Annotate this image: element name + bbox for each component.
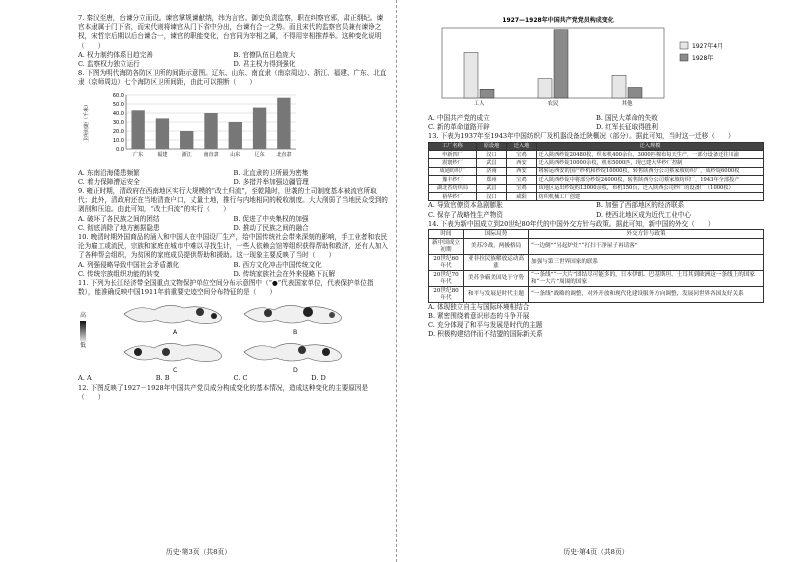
q13-table-row: [429, 184, 764, 192]
q13-table-body: [429, 151, 764, 201]
q13-table-cell: 咸阳: [507, 193, 537, 201]
question-10-options: [78, 261, 389, 279]
map-c-label: C: [173, 367, 178, 375]
q13-table-cell: 豫丰纱厂: [429, 176, 477, 184]
q14-table-cell: 和平与发展是时代主题: [464, 287, 529, 303]
question-10-stem: 10. 晚清时期外国商品的涌入和中国人在中国设厂生产，给中国传统社会带来深刻的影响，手工业者和农民沦为雇工或流民，宗族和家庭在城市中难以寻找生计，一些人依赖会馆等组织获得帮助和救济，还有人加入了各种帮会组织，为贫困的家庭成员提供帮助和援助。这一现象主要反映了当时（ ）: [78, 233, 388, 260]
x-tick-label: 北直隶: [276, 151, 292, 158]
q7-option-b[interactable]: B. 官僚队伍日趋庞大: [233, 50, 296, 59]
map-a[interactable]: [118, 298, 238, 336]
bar: [612, 75, 626, 98]
q13-table-row: [429, 159, 764, 167]
right-page: [398, 0, 794, 562]
q14-option-c[interactable]: C. 充分体现了和平与发展是时代的主题: [428, 321, 543, 330]
q12-option-a[interactable]: A. 中国共产党的成立: [428, 114, 490, 122]
q8-option-c[interactable]: C. 着力保障漕运安全: [78, 177, 140, 186]
q13-option-b[interactable]: B. 加强了西部地区的经济联系: [596, 201, 685, 210]
q11-maps: [78, 298, 389, 374]
y-tick-label: 40.0: [112, 110, 124, 117]
question-13-options: [428, 201, 764, 219]
q13-table-row: [429, 176, 764, 184]
q14-table-cell: 加强与第三世界国家的联系: [529, 255, 764, 271]
q14-table-row: [429, 255, 764, 271]
map-b-label: B: [293, 329, 298, 337]
q14-table-cell: 20世纪60年代: [429, 255, 464, 271]
q7-option-d[interactable]: D. 君主权力得到强化: [233, 60, 296, 69]
map-b-shape: [238, 298, 358, 328]
map-d-label: D: [293, 367, 298, 375]
q13-table-header: [429, 142, 764, 150]
q9-option-c[interactable]: C. 彻底消除了地方割据隐患: [78, 223, 160, 232]
question-14-stem: 14. 下表为新中国成立到20世纪80年代的中国外交方针与政策。据此可知，新中国的外交（ ）: [428, 219, 715, 228]
x-tick-label: 广东: [133, 151, 144, 158]
q11-option-d[interactable]: D. D: [311, 374, 326, 383]
map-a-label: A: [173, 329, 178, 337]
q10-option-a[interactable]: A. 列强侵略导致中国社会矛盾激化: [78, 260, 180, 269]
q13-table-cell: 迁入陕西纱锭中将部分纱锭24000枚，转售陕西分公司蔡家坡纺织厂，1943年全部投产: [537, 176, 764, 184]
q14-table-row: [429, 239, 764, 255]
legend-high-label: 高: [80, 312, 87, 320]
q14-table-row: [429, 287, 764, 303]
question-13-stem: 13. 下表为1937年至1943年中国纺织厂及机器设备迁陕概况（部分）。据此可知，当时这一迁移（ ）: [428, 132, 735, 141]
bar: [628, 88, 642, 99]
q14-table: [428, 229, 764, 303]
bar: [229, 122, 242, 149]
q13-table-cell: 汉口: [477, 151, 507, 159]
left-page-footer: 历史·第3页（共8页）: [165, 548, 232, 556]
q12-option-d[interactable]: D. 红军长征取得胜利: [596, 123, 658, 132]
bar: [480, 89, 494, 98]
q13-table: [428, 142, 764, 202]
y-tick-label: 50.0: [112, 101, 124, 108]
x-tick-label: 辽东: [254, 151, 265, 158]
x-tick-label: 农民: [547, 101, 559, 107]
question-12-options: [428, 114, 764, 132]
q9-option-b[interactable]: B. 促进了中央集权的加强: [233, 214, 309, 223]
question-8-stem: 8. 下图为明代海防各防区卫所的间距示意图。辽东、山东、南直隶（南京周边）、浙江、福建、广东、北直隶（京师周边）七个海防区卫所间距，由此可以推断（ ）: [78, 69, 387, 87]
y-tick-label: 30.0: [112, 119, 124, 126]
q13-table-cell: 武昌: [477, 184, 507, 192]
question-7-stem: 7. 秦汉至唐，台谏分立而设。谏官掌规谏献纳，纬为言官。御史负责监察，职在纠察官邪，肃正纲纪。谏官本隶属于门下省，而宋代则将谏官从门下省中分出，台谏有合一之势。而且宋代的监察官员兼有谏诤之权，宋哲宗后期以后台谏合一，谏官的职能变化，台官同为宰相之属，不得用宰相推荐举。这种变化说明（ ）: [78, 14, 384, 50]
q13-table-row: [429, 167, 764, 175]
q14-table-cell: 新中国成立初期: [429, 239, 464, 255]
q12-option-c[interactable]: C. 新的革命道路开辟: [428, 123, 490, 132]
q13-table-cell: 迁入陕西纱锭10000余枚，机布5000匹，现已建大华纱厂控制: [537, 159, 764, 167]
q11-legend: [80, 312, 86, 350]
q14-table-cell: 亚非拉民族解放运动高涨: [464, 255, 529, 271]
y-tick-label: 10.0: [112, 137, 124, 144]
q8-chart: [80, 89, 389, 167]
y-tick-label: 20.0: [112, 128, 124, 135]
bar: [538, 79, 552, 98]
q12-option-b[interactable]: B. 国民大革命的失败: [596, 114, 658, 122]
map-d-shape: [238, 336, 358, 366]
q8-option-b[interactable]: B. 北直隶的卫所最为密集: [233, 168, 309, 177]
q13-table-cell: 迁入陕西纱锭20480枚，织布机400余台，3000匹棉布每天生产，一部分设备迁往川渝: [537, 151, 764, 159]
bar: [253, 107, 266, 148]
q13-table-cell: 郑州: [477, 176, 507, 184]
q13-table-cell: 宝鸡: [507, 184, 537, 192]
question-12-stem: 12. 下图反映了1927－1928年中国共产党员成分构成变化的基本情况，造成这种变化的主要原因是（ ）: [78, 383, 369, 401]
q11-option-a[interactable]: A. A: [78, 374, 92, 383]
q14-table-cell: 20世纪70年代: [429, 271, 464, 287]
bar: [131, 110, 144, 149]
q14-table-body: [429, 239, 764, 303]
q14-table-row: [429, 271, 764, 287]
question-11-options: [78, 374, 389, 383]
bar: [156, 118, 169, 149]
q13-table-cell: 成通纺织厂: [429, 167, 477, 175]
q9-option-a[interactable]: A. 破坏了各民族之间的团结: [78, 214, 160, 223]
q14-option-d[interactable]: D. 积极构建结伴而不结盟的国际新关系: [428, 330, 543, 339]
q13-header-factory: 工厂名称: [429, 142, 477, 150]
q13-table-cell: 该地区运出纱锭约13000余枚，布机150台，迁入陕西公司纱厂的设备厂（1000枚）: [537, 184, 764, 192]
q13-table-row: [429, 193, 764, 201]
q13-option-a[interactable]: A. 导致官僚资本急剧膨胀: [428, 201, 503, 210]
bar: [464, 53, 478, 99]
question-9-stem: 9. 雍正时期，清政府在西南地区实行大规模的“改土归流”，至乾隆时，世袭的土司制度基本被流官所取代；此外，清政府还在当地清查户口，丈量土地，推行与内地相同的税收制度。大大削弱了当地民众受到的剥削和压迫。由此可知，“改土归流”的实行（ ）: [78, 187, 388, 214]
q9-option-d[interactable]: D. 推动了民族之间的融合: [233, 223, 309, 232]
q14-table-cell: “一边倒”“另起炉灶”“打扫干净屋子再请客”: [529, 239, 764, 255]
legend-swatch: [680, 42, 688, 49]
chart-title: 1927—1928年中国共产党党员构成变化: [502, 17, 614, 24]
q13-table-cell: 西安: [507, 167, 537, 175]
y-tick-label: 0.0: [116, 146, 124, 153]
q14-option-b[interactable]: B. 紧密围绕着意识形态的斗争开展: [428, 312, 530, 321]
bar: [180, 131, 193, 149]
q7-option-a[interactable]: A. 权力制约体系日趋完善: [78, 50, 153, 59]
q14-table-cell: 20世纪80年代: [429, 287, 464, 303]
q13-table-cell: 将转运西安的国产纱机和纱锭10000枚，转售陕西分公司蔡家坡纺织厂，成纱锭6000枚: [537, 167, 764, 175]
q8-option-a[interactable]: A. 东南沿海倭患频繁: [78, 168, 140, 177]
q14-option-a[interactable]: A. 体现独立自主与国际环境相结合: [428, 303, 530, 312]
map-b[interactable]: [238, 298, 358, 336]
x-tick-label: 山东: [230, 151, 241, 158]
q14-table-cell: 美苏争霸美国处于守势: [464, 271, 529, 287]
q11-option-b[interactable]: B. B: [155, 374, 170, 383]
q12-chart: [428, 14, 764, 114]
q13-header-origin: 原设地: [477, 142, 507, 150]
q13-table-cell: 武昌: [477, 159, 507, 167]
q14-header-time: 时间: [429, 230, 464, 239]
q13-option-c[interactable]: C. 保存了战略性生产物资: [428, 210, 503, 219]
q13-table-cell: 宝鸡: [507, 176, 537, 184]
q13-header-dest: 迁入地: [507, 142, 537, 150]
q7-option-c[interactable]: C. 监察权力独立运行: [78, 60, 140, 69]
legend-label: 1928年: [692, 55, 714, 62]
bar: [277, 97, 290, 148]
q13-table-cell: 宝鸡: [507, 151, 537, 159]
legend-label: 1927年4月: [692, 43, 724, 50]
q13-table-cell: 纺织机械工厂创建: [537, 193, 764, 201]
map-a-shape: [118, 298, 238, 328]
q14-table-cell: “一条线”“一大片”团结尽可能多的，日本伊朗、巴基斯坦、土耳其到欧洲这一条线上的国家和“一大片”周围的国家: [529, 271, 764, 287]
y-tick-label: 60.0: [112, 92, 124, 99]
right-page-footer: 历史·第4页（共8页）: [563, 548, 629, 556]
q8-bar-chart: [80, 89, 320, 163]
q13-table-cell: 济南: [477, 167, 507, 175]
q12-bar-chart: [428, 14, 764, 110]
q13-table-cell: 申新四厂: [429, 151, 477, 159]
q14-table-header: [429, 230, 764, 239]
q11-option-c[interactable]: C. C: [233, 374, 248, 383]
q11-map-grid: [118, 298, 368, 374]
y-axis-label: 卫所间距（千米）: [84, 101, 90, 142]
question-11-stem: 11. 下列为长江经济带全国重点文物保护单位空间分布示意图中（“●”代表国家单位，代表保护单位指数），能准确反映中国1911年前重要史迹空间分布特征的是（ ）: [78, 279, 374, 297]
question-8-options: [78, 169, 389, 187]
q14-table-cell: 美苏冷战，两极格局: [464, 239, 529, 255]
question-14-options: [428, 303, 764, 339]
map-d[interactable]: [238, 336, 358, 374]
x-tick-label: 南直隶: [203, 151, 219, 158]
q10-option-c[interactable]: C. 传统宗族组织功能的转变: [78, 269, 160, 278]
legend-swatch: [680, 54, 688, 61]
q13-table-cell: 湖北省纺织局: [429, 184, 477, 192]
question-9-options: [78, 215, 389, 233]
question-7-options: [78, 51, 389, 69]
x-tick-label: 其他: [621, 101, 633, 107]
map-c[interactable]: [118, 336, 238, 374]
q13-table-cell: 震寰纱厂: [429, 159, 477, 167]
q8-option-d[interactable]: D. 多措并举加强边疆管理: [233, 177, 309, 186]
q14-table-cell: “一条线”战略的调整，对外开放和现代化建设服务方向调整，发展同世界各国友好关系: [529, 287, 764, 303]
x-tick-label: 福建: [157, 151, 168, 158]
map-c-shape: [118, 336, 238, 366]
q13-table-cell: 西安: [507, 159, 537, 167]
q14-header-situation: 国际局势: [464, 230, 529, 239]
q13-table-cell: 汉口: [477, 193, 507, 201]
x-tick-label: 浙江: [181, 151, 192, 158]
q13-option-d[interactable]: D. 使西北地区成为近代工业中心: [596, 210, 691, 219]
q13-header-scale: 迁入规模: [537, 142, 764, 150]
q13-table-row: [429, 151, 764, 159]
q13-table-cell: 裕华纱厂: [429, 193, 477, 201]
legend-gradient: [80, 321, 86, 341]
q10-option-d[interactable]: D. 传统家族社会在外来侵略下瓦解: [233, 269, 336, 278]
x-tick-label: 工人: [473, 101, 485, 107]
page-divider: [396, 0, 397, 562]
bar: [554, 30, 568, 98]
bar: [204, 113, 217, 149]
legend-low-label: 低: [80, 342, 87, 350]
q14-header-policy: 外交方针与政策: [529, 230, 764, 239]
q10-option-b[interactable]: B. 西方文化冲击中国传统文化: [233, 260, 322, 269]
